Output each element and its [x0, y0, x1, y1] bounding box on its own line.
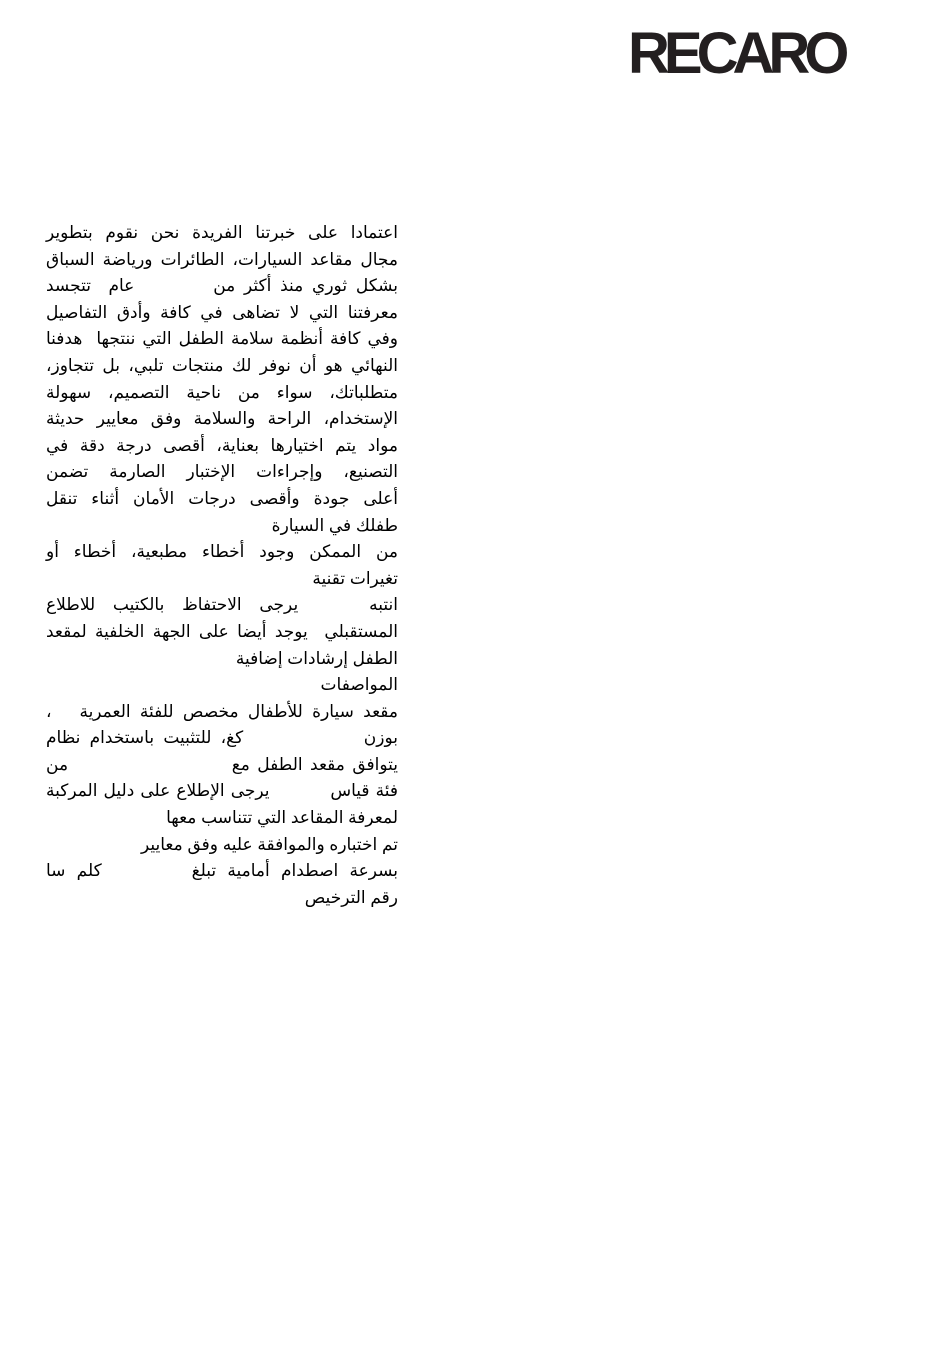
text-line: بشكل ثوري منذ أكثر من عام تتجسد — [46, 276, 398, 296]
recaro-logo: RECARO — [628, 21, 844, 86]
text-line: طفلك في السيارة — [271, 515, 398, 535]
arabic-body-text — [46, 220, 398, 911]
text-line: مقعد سيارة للأطفال مخصص للفئة العمرية ، — [46, 701, 398, 721]
text-line: معرفتنا التي لا تضاهى في كافة وأدق التفاصيل — [46, 302, 398, 322]
text-line: الطفل إرشادات إضافية — [235, 648, 398, 668]
text-line: لمعرفة المقاعد التي تتناسب معها — [166, 808, 398, 828]
text-line: انتبه يرجى الاحتفاظ بالكتيب للاطلاع — [46, 595, 398, 615]
text-line: مواد يتم اختيارها بعناية، أقصى درجة دقة في — [46, 435, 398, 455]
text-line: اعتمادا على خبرتنا الفريدة نحن نقوم بتطوير — [46, 223, 398, 242]
text-line: يتوافق مقعد الطفل مع من — [46, 754, 398, 774]
text-line: التصنيع، وإجراءات الإختبار الصارمة تضمن — [46, 462, 398, 482]
text-line: المواصفات — [320, 675, 398, 695]
text-line: متطلباتك، سواء من ناحية التصميم، سهولة — [46, 382, 398, 402]
text-line: من الممكن وجود أخطاء مطبعية، أخطاء أو — [46, 542, 398, 562]
text-line: تغيرات تقنية — [312, 568, 398, 588]
text-line: رقم الترخيص — [304, 887, 398, 907]
text-line: تم اختباره والموافقة عليه وفق معايير — [141, 834, 398, 854]
text-line: الإستخدام، الراحة والسلامة وفق معايير حديثة — [46, 409, 398, 429]
text-line: وفي كافة أنظمة سلامة الطفل التي ننتجها هدفنا — [46, 329, 398, 349]
text-line: بسرعة اصطدام أمامية تبلغ كلم سا — [46, 861, 398, 881]
text-line: المستقبلي يوجد أيضا على الجهة الخلفية لمقعد — [46, 621, 398, 641]
text-line: فئة قياس يرجى الإطلاع على دليل المركبة — [46, 781, 398, 801]
text-line: مجال مقاعد السيارات، الطائرات ورياضة السباق — [46, 249, 398, 269]
text-line: أعلى جودة وأقصى درجات الأمان أثناء تنقل — [46, 488, 398, 508]
text-line: النهائي هو أن نوفر لك منتجات تلبي، بل تتجاوز، — [46, 355, 398, 375]
text-line: بوزن كغ، للتثبيت باستخدام نظام — [46, 728, 398, 748]
